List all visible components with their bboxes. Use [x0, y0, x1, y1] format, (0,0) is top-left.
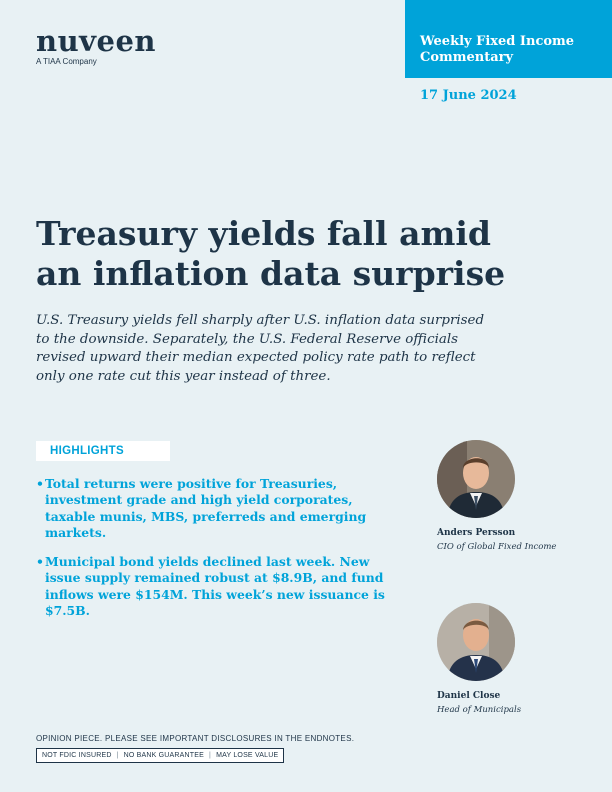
- highlight-text: Total returns were positive for Treasuries, investment grade and high yield corporates, taxable munis, MBS, preferreds and emerging markets.: [45, 476, 367, 540]
- publication-title: Weekly Fixed Income Commentary: [420, 34, 575, 65]
- divider: |: [209, 752, 212, 759]
- publication-date: 17 June 2024: [420, 88, 517, 103]
- bullet-icon: •: [36, 476, 44, 491]
- author-name: Anders Persson: [437, 528, 516, 538]
- author-card: [437, 440, 597, 552]
- divider: |: [116, 752, 119, 759]
- nuveen-logo: [36, 26, 156, 66]
- highlight-text: Municipal bond yields declined last week. New issue supply remained robust at $8.9B, and fund inflows were $154M. This week’s new issuance is $7.5B.: [45, 554, 385, 619]
- person-portrait-icon: [437, 603, 515, 681]
- value-notice: MAY LOSE VALUE: [216, 752, 279, 759]
- author-role: CIO of Global Fixed Income: [437, 542, 557, 552]
- highlight-item: [36, 554, 386, 619]
- person-portrait-icon: [437, 440, 515, 518]
- author-role: Head of Municipals: [437, 705, 522, 715]
- headline: Treasury yields fall amid an inflation data surprise: [36, 214, 506, 293]
- disclaimer: OPINION PIECE. PLEASE SEE IMPORTANT DISCLOSURES IN THE ENDNOTES.: [36, 734, 355, 743]
- brand-tagline: A TIAA Company: [36, 57, 97, 66]
- highlights-label: HIGHLIGHTS: [36, 441, 170, 461]
- avatar: [437, 440, 515, 518]
- bullet-icon: •: [36, 554, 44, 570]
- publication-banner: [405, 0, 612, 78]
- author-name: Daniel Close: [437, 691, 501, 701]
- bank-guarantee-notice: NO BANK GUARANTEE: [123, 752, 205, 759]
- intro-paragraph: U.S. Treasury yields fell sharply after U.S. inflation data surprised to the downside. Separately, the U.S. Federal Reserve officials revised upward their median expected policy rate path to reflect only one rate cut this year instead of three.: [36, 313, 485, 384]
- fdic-notice: NOT FDIC INSURED: [42, 752, 112, 759]
- avatar: [437, 603, 515, 681]
- fdic-notice-box: [36, 748, 284, 763]
- author-card: [437, 603, 597, 715]
- highlight-item: [36, 476, 386, 541]
- brand-name: nuveen: [36, 24, 157, 58]
- highlights-list: [36, 476, 386, 632]
